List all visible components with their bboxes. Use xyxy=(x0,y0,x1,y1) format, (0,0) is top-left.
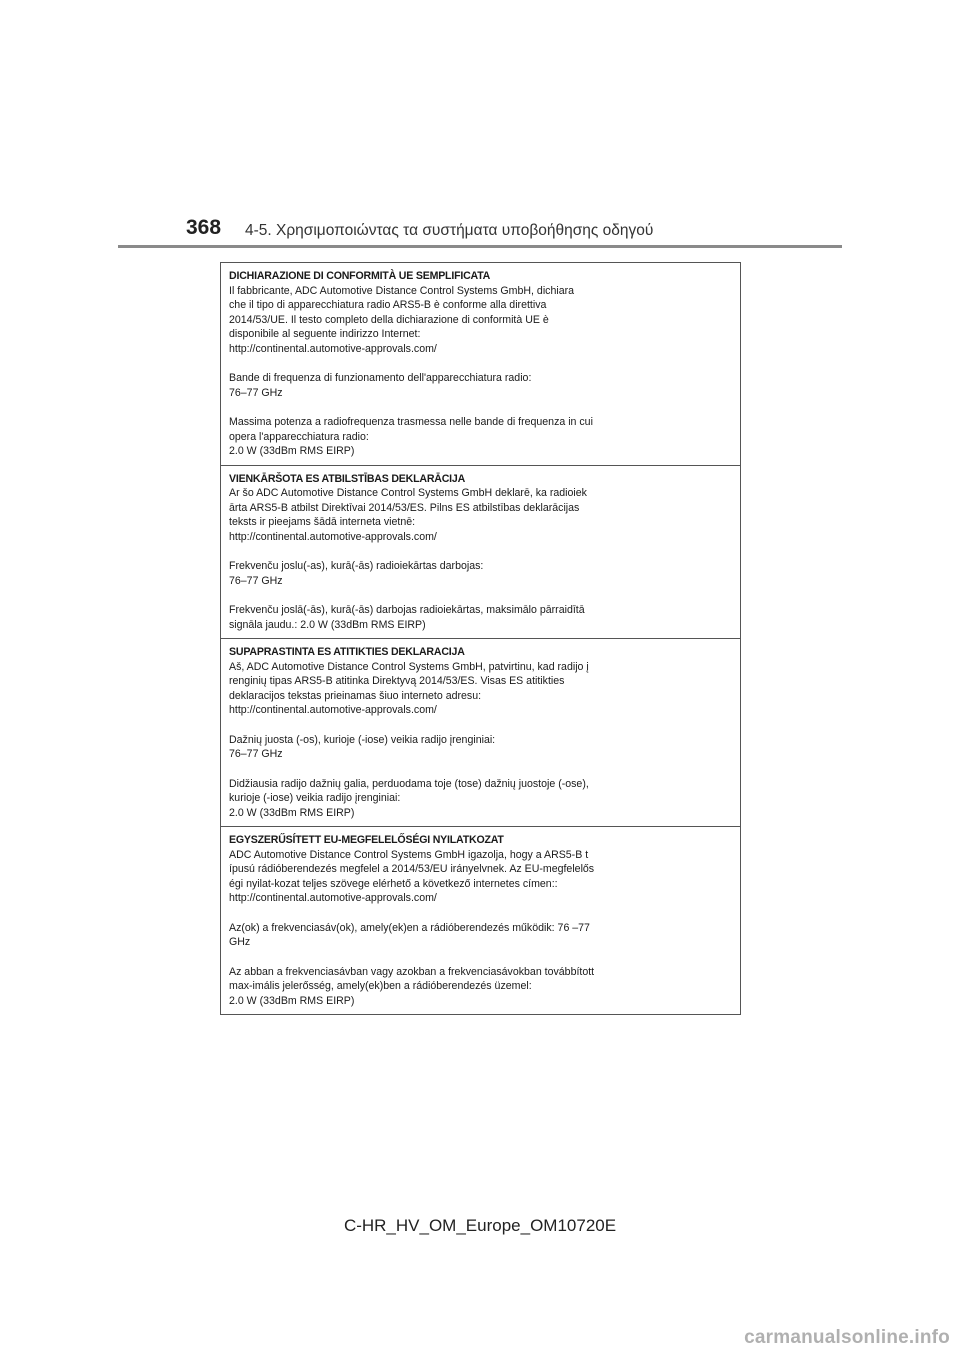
section-heading: DICHIARAZIONE DI CONFORMITÀ UE SEMPLIFICATA xyxy=(229,270,491,282)
page-header xyxy=(0,0,960,260)
paragraph: Az(ok) a frekvenciasáv(ok), amely(ek)en a rádióberendezés működik: 76 –77 GHz xyxy=(229,921,590,948)
paragraph: Bande di frequenza di funzionamento dell'apparecchiatura radio: 76–77 GHz xyxy=(229,372,532,399)
section-heading: SUPAPRASTINTA ES ATITIKTIES DEKLARACIJA xyxy=(229,646,465,658)
declaration-section-lithuanian xyxy=(221,638,740,826)
paragraph: ADC Automotive Distance Control Systems GmbH igazolja, hogy a ARS5-B t ípusú rádióberendezés megfelel a 2014/53/EU irányelvnek. Az EU-megfelelős égi nyilat-kozat teljes szövege elérhető a következő internetes címen:: http://continental.automotive-approvals.com/ xyxy=(229,848,595,904)
document-id: C-HR_HV_OM_Europe_OM10720E xyxy=(343,1216,617,1235)
paragraph: Massima potenza a radiofrequenza trasmessa nelle bande di frequenza in cui opera l'apparecchiatura radio: 2.0 W (33dBm RMS EIRP) xyxy=(229,416,593,457)
section-title: 4-5. Χρησιμοποιώντας τα συστήματα υποβοήθησης οδηγού xyxy=(245,222,654,239)
page-number: 368 xyxy=(186,216,222,239)
paragraph: Dažnių juosta (-os), kurioje (-iose) veikia radijo įrenginiai: 76–77 GHz xyxy=(229,733,496,760)
header-rule xyxy=(118,245,842,248)
paragraph: Il fabbricante, ADC Automotive Distance Control Systems GmbH, dichiara che il tipo di apparecchiatura radio ARS5-B è conforme alla direttiva 2014/53/UE. Il testo completo della dichiarazione di conformità UE è disponibile al seguente indirizzo Internet: http://continental.automotive-approvals.com/ xyxy=(229,284,575,355)
paragraph: Az abban a frekvenciasávban vagy azokban a frekvenciasávokban továbbított max-imális jelerősség, amely(ek)ben a rádióberendezés üzemel: 2.0 W (33dBm RMS EIRP) xyxy=(229,965,595,1007)
paragraph: Didžiausia radijo dažnių galia, perduodama toje (tose) dažnių juostoje (-ose), kurioje (-iose) veikia radijo įrenginiai: 2.0 W (33dBm RMS EIRP) xyxy=(229,777,589,819)
declaration-box xyxy=(220,262,741,1015)
section-heading: EGYSZERŰSÍTETT EU-MEGFELELŐSÉGI NYILATKOZAT xyxy=(229,834,504,846)
declaration-section-italian xyxy=(221,263,740,465)
paragraph: Frekvenču joslā(-ās), kurā(-ās) darbojas radioiekārtas, maksimālo pārraidītā signāla jaudu.: 2.0 W (33dBm RMS EIRP) xyxy=(229,604,585,631)
paragraph: Aš, ADC Automotive Distance Control Systems GmbH, patvirtinu, kad radijo į renginių tipas ARS5-B atitinka Direktyvą 2014/53/ES. Visas ES atitikties deklaracijos tekstas prieinamas šiuo interneto adresu: http://continental.automotive-approvals.com/ xyxy=(229,660,589,716)
paragraph: Ar šo ADC Automotive Distance Control Systems GmbH deklarē, ka radioiek ārta ARS5-B atbilst Direktīvai 2014/53/ES. Pilns ES atbilstības deklarācijas teksts ir pieejams šādā interneta vietnē: http://continental.automotive-approvals.com/ xyxy=(229,487,587,543)
declaration-section-latvian xyxy=(221,465,740,639)
paragraph: Frekvenču joslu(-as), kurā(-ās) radioiekārtas darbojas: 76–77 GHz xyxy=(229,560,484,587)
section-heading: VIENKĀRŠOTA ES ATBILSTĪBAS DEKLARĀCIJA xyxy=(229,472,466,485)
declaration-section-hungarian xyxy=(221,826,740,1014)
watermark: carmanualsonline.info xyxy=(744,1327,950,1348)
